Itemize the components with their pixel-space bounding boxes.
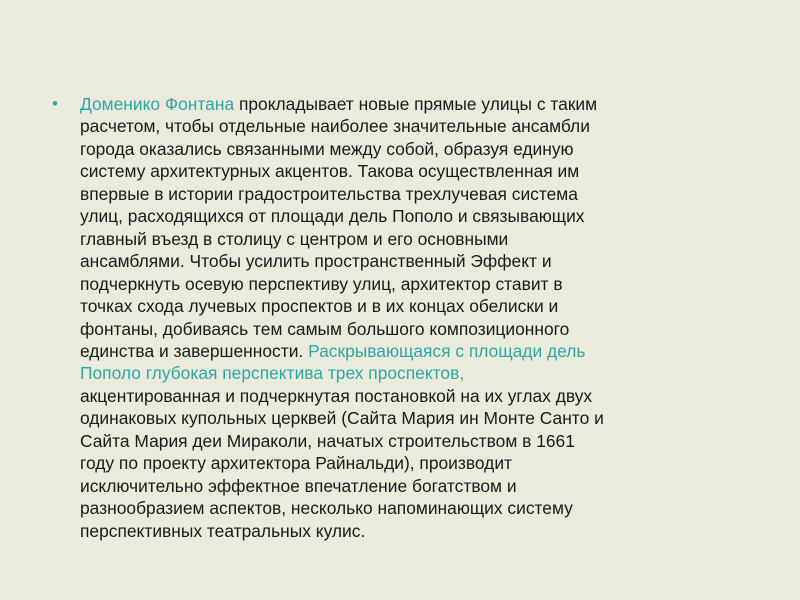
- paragraph-line: [80, 93, 752, 115]
- paragraph-line: [80, 295, 752, 317]
- body-text: улиц, расходящихся от площади дель Пополо и связывающих: [80, 206, 585, 227]
- paragraph-line: [80, 497, 752, 519]
- body-text: разнообразием аспектов, несколько напоминающих систему: [80, 498, 573, 519]
- paragraph-line: [80, 520, 752, 542]
- paragraph-line: [80, 407, 752, 429]
- highlighted-text: Доменико Фонтана: [80, 94, 235, 114]
- highlighted-text: Раскрывающаяся с площади дель: [308, 340, 586, 361]
- paragraph-line: [80, 205, 752, 227]
- body-text: точках схода лучевых проспектов и в их концах обелиски и: [80, 296, 559, 317]
- paragraph-line: [80, 115, 752, 137]
- body-text: систему архитектурных акцентов. Такова осуществленная им: [80, 161, 580, 182]
- paragraph-line: [80, 452, 752, 474]
- body-text: прокладывает новые прямые улицы с таким: [234, 94, 598, 114]
- paragraph-line: [80, 430, 752, 452]
- body-text: единства и завершенности.: [80, 340, 309, 361]
- paragraph-line: [80, 362, 752, 384]
- paragraph-line: [80, 183, 752, 205]
- paragraph-line: [80, 160, 752, 182]
- body-paragraph: [80, 93, 752, 542]
- body-text: главный въезд в столицу с центром и его основными: [80, 228, 509, 249]
- body-text: расчетом, чтобы отдельные наиболее значительные ансамбли: [80, 116, 590, 137]
- paragraph-line: [80, 385, 752, 407]
- bullet-dot-icon: •: [52, 94, 58, 113]
- body-text: подчеркнуть осевую перспективу улиц, архитектор ставит в: [80, 273, 563, 294]
- paragraph-line: [80, 318, 752, 340]
- body-text: исключительно эффектное впечатление богатством и: [80, 475, 517, 496]
- paragraph-line: [80, 138, 752, 160]
- paragraph-line: [80, 273, 752, 295]
- body-text: акцентированная и подчеркнутая постановкой на их углах двух: [80, 385, 593, 406]
- body-text: году по проекту архитектора Райнальди), производит: [80, 453, 513, 474]
- paragraph-line: [80, 228, 752, 250]
- body-text: фонтаны, добиваясь тем самым большого композиционного: [80, 318, 570, 339]
- paragraph-line: [80, 340, 752, 362]
- body-text: перспективных театральных кулис.: [80, 520, 366, 541]
- highlighted-text: Пополо глубокая перспектива трех проспектов,: [80, 363, 465, 384]
- body-text: Сайта Мария деи Мираколи, начатых строительством в 1661: [80, 430, 575, 451]
- body-text: ансамблями. Чтобы усилить пространственный Эффект и: [80, 251, 552, 272]
- body-text: города оказались связанными между собой, образуя единую: [80, 138, 574, 159]
- paragraph-line: [80, 250, 752, 272]
- body-text: одинаковых купольных церквей (Сайта Мария ин Монте Санто и: [80, 408, 604, 429]
- body-text: впервые в истории градостроительства трехлучевая система: [80, 183, 578, 204]
- paragraph-line: [80, 475, 752, 497]
